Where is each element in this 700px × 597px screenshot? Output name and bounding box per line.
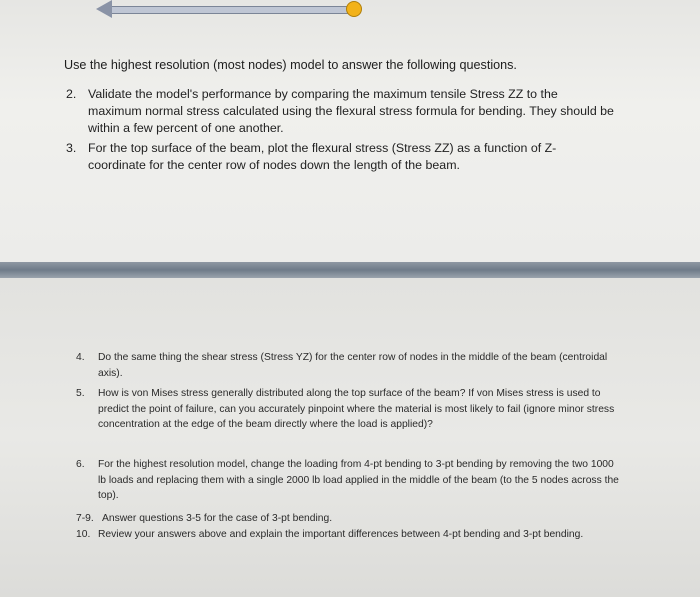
scroll-arrow-graphic [96,0,360,18]
page-divider [0,262,700,278]
question-text: Validate the model's performance by comparing the maximum tensile Stress ZZ to the maximum normal stress calculated using the flexural stress formula for bending. They should be within a few percent of one another. [88,87,614,135]
question-number: 2. [66,87,77,101]
question-text: How is von Mises stress generally distributed along the top surface of the beam? If von Mises stress is used to predict the point of failure, can you accurately pinpoint where the material is most likely to fail (ignore minor stress concentration at the edge of the beam directly where the load is applied)? [98,388,615,431]
question-number: 7-9. [76,513,94,524]
question-number: 4. [76,352,85,363]
question-text: For the highest resolution model, change the loading from 4-pt bending to 3-pt bending by removing the two 1000 lb loads and replacing them with a single 2000 lb load applied in the middle of the beam (to the 5 nodes across the top). [98,459,619,502]
instructions-heading: Use the highest resolution (most nodes) model to answer the following questions. [64,58,517,72]
paper-bottom-section [0,278,700,597]
question-text: Review your answers above and explain the important differences between 4-pt bending and 3-pt bending. [98,529,584,540]
arrow-shaft [108,6,356,14]
arrow-head-icon [96,0,112,18]
question-text: Answer questions 3-5 for the case of 3-pt bending. [102,513,333,524]
question-number: 10. [76,529,91,540]
question-text: For the top surface of the beam, plot the flexural stress (Stress ZZ) as a function of Z-coordinate for the center row of nodes down the length of the beam. [88,141,557,172]
question-number: 3. [66,141,77,155]
question-number: 6. [76,459,85,470]
question-text: Do the same thing the shear stress (Stress YZ) for the center row of nodes in the middle of the beam (centroidal axis). [98,352,608,379]
handle-dot-icon [346,1,362,17]
question-number: 5. [76,388,85,399]
